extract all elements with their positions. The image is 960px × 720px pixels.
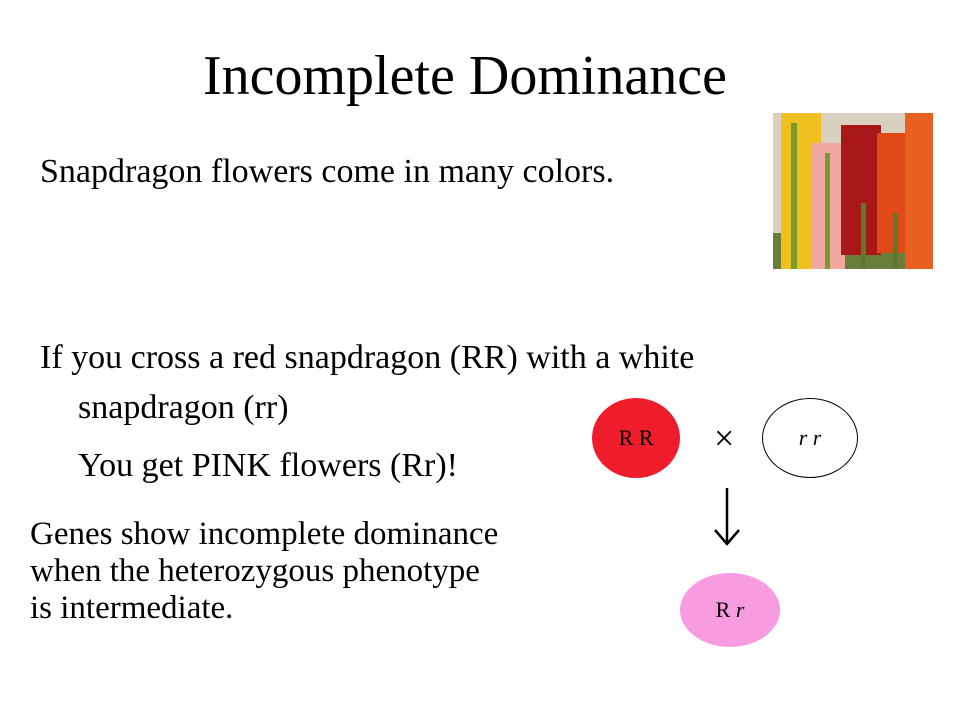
definition-line2: when the heterozygous phenotype (30, 553, 480, 589)
intro-text: Snapdragon flowers come in many colors. (40, 153, 615, 190)
cross-text-line1: If you cross a red snapdragon (RR) with a white (40, 339, 695, 376)
cross-symbol: × (714, 418, 735, 458)
red-parent-genotype: R R (618, 425, 654, 450)
red-parent-oval (592, 398, 680, 478)
offspring-genotype-upper: R (715, 597, 731, 622)
cross-text-line2: snapdragon (rr) (78, 389, 289, 426)
snapdragon-flowers-photo (773, 113, 933, 269)
white-parent-genotype: r r (798, 425, 822, 450)
white-parent-oval (762, 398, 858, 478)
down-arrow-icon (712, 486, 742, 548)
offspring-genotype-lower: r (735, 597, 745, 622)
result-text: You get PINK flowers (Rr)! (78, 447, 458, 484)
slide-title: Incomplete Dominance (202, 45, 727, 107)
definition-line3: is intermediate. (30, 590, 234, 626)
definition-line1: Genes show incomplete dominance (30, 516, 499, 552)
pink-offspring-oval (680, 573, 780, 647)
